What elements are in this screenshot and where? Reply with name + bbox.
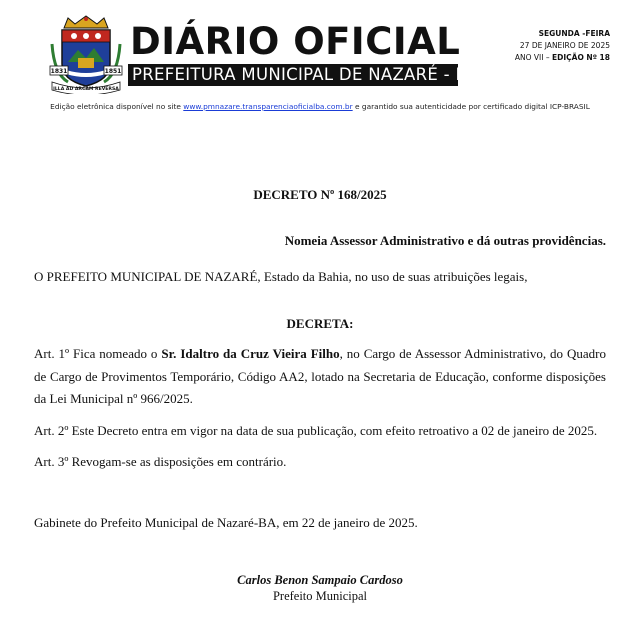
page-header <box>0 0 640 120</box>
masthead-title: DIÁRIO OFICIAL <box>130 20 461 63</box>
edition-day: SEGUNDA -FEIRA <box>538 29 610 38</box>
edition-date: 27 DE JANEIRO DE 2025 <box>519 41 610 50</box>
decreta-heading: DECRETA: <box>286 316 354 331</box>
seal-motto: ILLA AD ARCAM REVERSA <box>53 87 119 92</box>
decree-ementa: Nomeia Assessor Administrativo e dá outras providências. <box>284 233 606 248</box>
seal-left-year: 1831 <box>50 68 68 75</box>
notice-text-after: e garantido sua autenticidade por certificado digital ICP-BRASIL <box>352 102 590 111</box>
appointee-name: Sr. Idaltro da Cruz Vieira Filho <box>161 346 340 361</box>
notice-text-before: Edição eletrônica disponível no site <box>50 102 184 111</box>
edition-label: EDIÇÃO Nº 18 <box>552 53 610 62</box>
seal-right-year: 1851 <box>104 68 122 75</box>
article-1 <box>34 343 606 411</box>
signatory-role: Prefeito Municipal <box>272 589 368 603</box>
municipal-seal-icon <box>48 14 124 94</box>
decree-title: DECRETO Nº 168/2025 <box>253 187 387 202</box>
article-1-text-before: Art. 1º Fica nomeado o <box>34 346 162 361</box>
edition-year: ANO VII – <box>514 53 552 62</box>
decree-preamble: O PREFEITO MUNICIPAL DE NAZARÉ, Estado da Bahia, no uso de suas atribuições legais, <box>34 269 528 284</box>
authenticity-notice <box>0 102 640 111</box>
signatory-name: Carlos Benon Sampaio Cardoso <box>237 573 403 587</box>
edition-number <box>515 52 610 64</box>
article-1-text-after: , no Cargo de Assessor Administrativo, do Quadro de Cargo de Provimentos Temporário, Código AA2, lotado na Secretaria de Educação, conforme disposições da Lei Municipal nº 966/2025. <box>34 346 606 406</box>
transparency-site-link[interactable]: www.pmnazare.transparenciaoficialba.com.br <box>183 102 353 111</box>
closing-line: Gabinete do Prefeito Municipal de Nazaré-BA, em 22 de janeiro de 2025. <box>34 515 418 530</box>
article-2: Art. 2º Este Decreto entra em vigor na data de sua publicação, com efeito retroativo a 02 de janeiro de 2025. <box>34 423 598 438</box>
edition-info <box>515 28 610 64</box>
masthead-subtitle: PREFEITURA MUNICIPAL DE NAZARÉ - BA <box>132 65 479 84</box>
article-3: Art. 3º Revogam-se as disposições em contrário. <box>34 454 287 469</box>
